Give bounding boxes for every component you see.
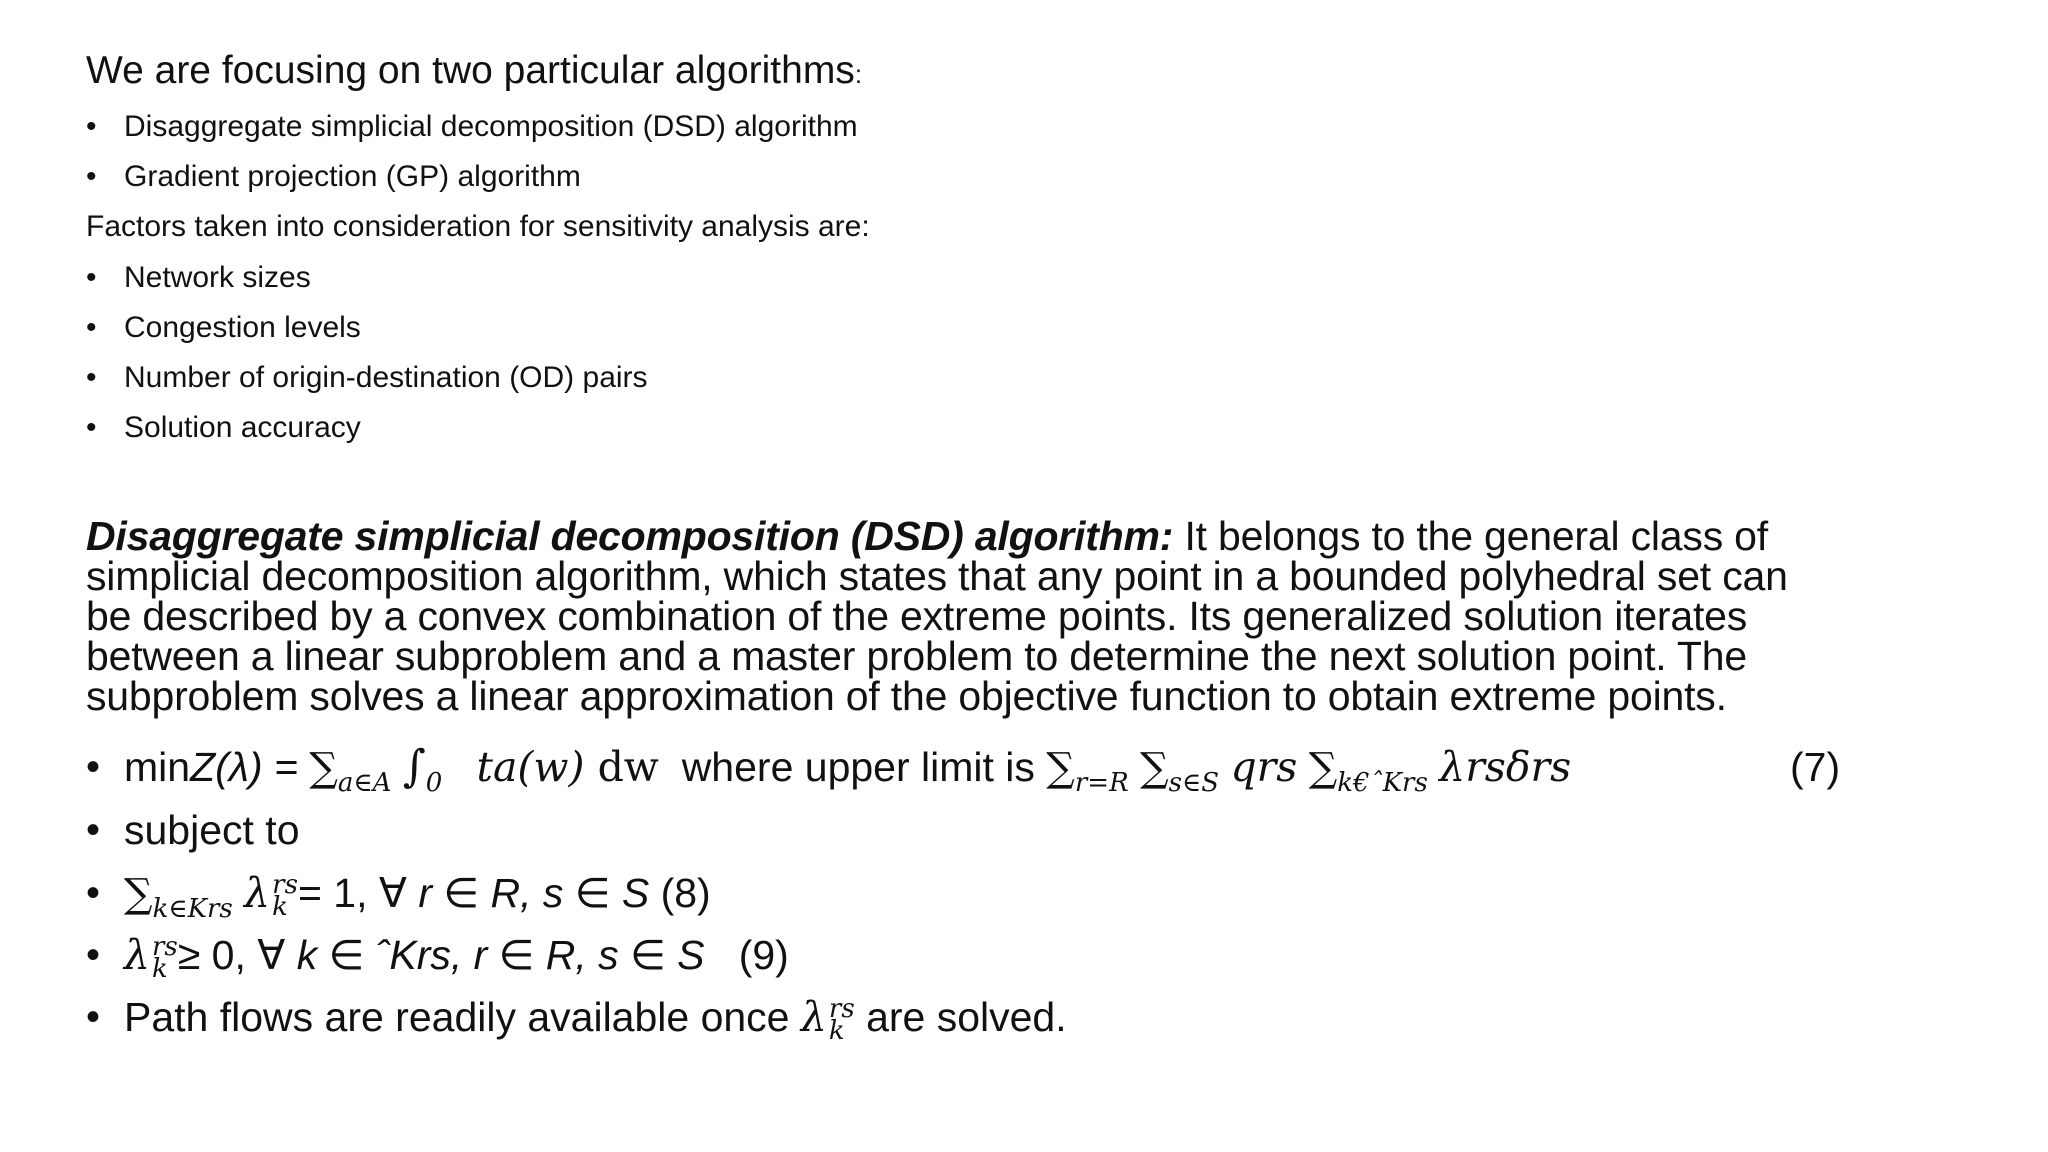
lambda-indices bbox=[272, 870, 298, 923]
where-text: where upper limit is bbox=[681, 744, 1035, 790]
factor-item: Number of origin-destination (OD) pairs bbox=[124, 361, 648, 394]
lambda-indices bbox=[828, 994, 855, 1047]
factors-heading: Factors taken into consideration for sensitivity analysis are: bbox=[86, 210, 870, 243]
dsd-paragraph-line bbox=[86, 513, 1986, 559]
intro-heading bbox=[86, 48, 862, 97]
bullet-icon: • bbox=[86, 261, 97, 294]
lambda-superscript: rs bbox=[828, 994, 855, 1025]
bullet-icon: • bbox=[86, 995, 101, 1039]
sum-subscript: r=R bbox=[1074, 768, 1129, 798]
lambda-symbol: λ bbox=[124, 931, 150, 979]
lambda-symbol: λ bbox=[800, 993, 827, 1041]
algorithm-item-dsd: Disaggregate simplicial decomposition (DSD) algorithm bbox=[124, 110, 858, 143]
lambda-symbol: λ bbox=[244, 869, 271, 917]
dsd-lead: Disaggregate simplicial decomposition (DSD) algorithm: bbox=[86, 513, 1174, 559]
factor-item: Network sizes bbox=[124, 261, 311, 294]
path-flows-text: Path flows are readily available once bbox=[124, 994, 801, 1040]
constraint-domain: r ∈ R, s ∈ S bbox=[418, 870, 650, 916]
sum-subscript: k∈Krs bbox=[152, 894, 233, 924]
integrand: ta(w) bbox=[476, 743, 585, 791]
algorithm-item-gp: Gradient projection (GP) algorithm bbox=[124, 160, 581, 193]
integral-symbol: ∫ bbox=[402, 741, 426, 792]
bullet-icon: • bbox=[86, 808, 101, 852]
sum-subscript: k€ˆKrs bbox=[1337, 768, 1428, 798]
intro-heading-colon: : bbox=[854, 59, 863, 89]
min-label: min bbox=[124, 744, 191, 790]
bullet-icon: • bbox=[86, 311, 97, 344]
intro-heading-text: We are focusing on two particular algorithms bbox=[86, 49, 855, 92]
lambda-superscript: rs bbox=[152, 932, 178, 963]
constraint-domain: k ∈ ˆKrs, r ∈ R, s ∈ S bbox=[296, 932, 705, 978]
bullet-icon: • bbox=[86, 110, 97, 143]
lambda-indices bbox=[152, 932, 178, 985]
dsd-paragraph-line: between a linear subproblem and a master problem to determine the next solution point. The bbox=[86, 633, 1747, 679]
bullet-icon: • bbox=[86, 160, 97, 193]
dsd-text: It belongs to the general class of bbox=[1173, 513, 1768, 559]
dsd-paragraph-line: simplicial decomposition algorithm, which states that any point in a bounded polyhedral set can bbox=[86, 553, 1788, 599]
equation-number-8: (8) bbox=[649, 870, 711, 916]
demand-term: qrs bbox=[1230, 743, 1298, 791]
factor-item: Congestion levels bbox=[124, 311, 361, 344]
path-flows-line bbox=[124, 993, 1067, 1047]
sum-subscript: a∈A bbox=[337, 768, 392, 798]
path-flows-text-end: are solved. bbox=[854, 994, 1067, 1040]
dsd-paragraph-line: be described by a convex combination of the extreme points. Its generalized solution iterates bbox=[86, 593, 1748, 639]
sum-symbol: ∑ bbox=[1046, 745, 1075, 791]
bullet-icon: • bbox=[86, 745, 101, 789]
dsd-paragraph bbox=[86, 513, 1986, 719]
lambda-subscript: k bbox=[828, 1016, 845, 1047]
integral-subscript: 0 bbox=[425, 768, 443, 798]
equation-7 bbox=[124, 741, 1572, 806]
lambda-subscript: k bbox=[152, 954, 168, 985]
bullet-icon: • bbox=[86, 871, 101, 915]
equation-number-7: (7) bbox=[1790, 744, 1841, 790]
bullet-icon: • bbox=[86, 411, 97, 444]
constraint-text: ≥ 0, ∀ bbox=[177, 932, 297, 978]
sum-symbol: ∑ bbox=[1308, 745, 1338, 791]
equation-number-9: (9) bbox=[738, 932, 789, 978]
sum-symbol: ∑ bbox=[1140, 745, 1169, 791]
lambda-delta-term: λrsδrs bbox=[1439, 743, 1572, 791]
sum-subscript: s∈S bbox=[1168, 768, 1220, 798]
equation-9 bbox=[124, 931, 789, 985]
objective-label: Z(λ) = bbox=[190, 744, 310, 790]
lambda-superscript: rs bbox=[272, 870, 298, 901]
sum-symbol: ∑ bbox=[124, 871, 153, 917]
factor-item: Solution accuracy bbox=[124, 411, 361, 444]
sum-symbol: ∑ bbox=[309, 745, 338, 791]
constraint-text: = 1, ∀ bbox=[297, 870, 419, 916]
subject-to-line: subject to bbox=[124, 807, 300, 853]
dsd-paragraph-line: subproblem solves a linear approximation of the objective function to obtain extreme points. bbox=[86, 673, 1727, 719]
differential: dw bbox=[584, 743, 659, 791]
bullet-icon: • bbox=[86, 933, 101, 977]
equation-8 bbox=[124, 870, 711, 932]
lambda-subscript: k bbox=[272, 892, 288, 923]
bullet-icon: • bbox=[86, 361, 97, 394]
